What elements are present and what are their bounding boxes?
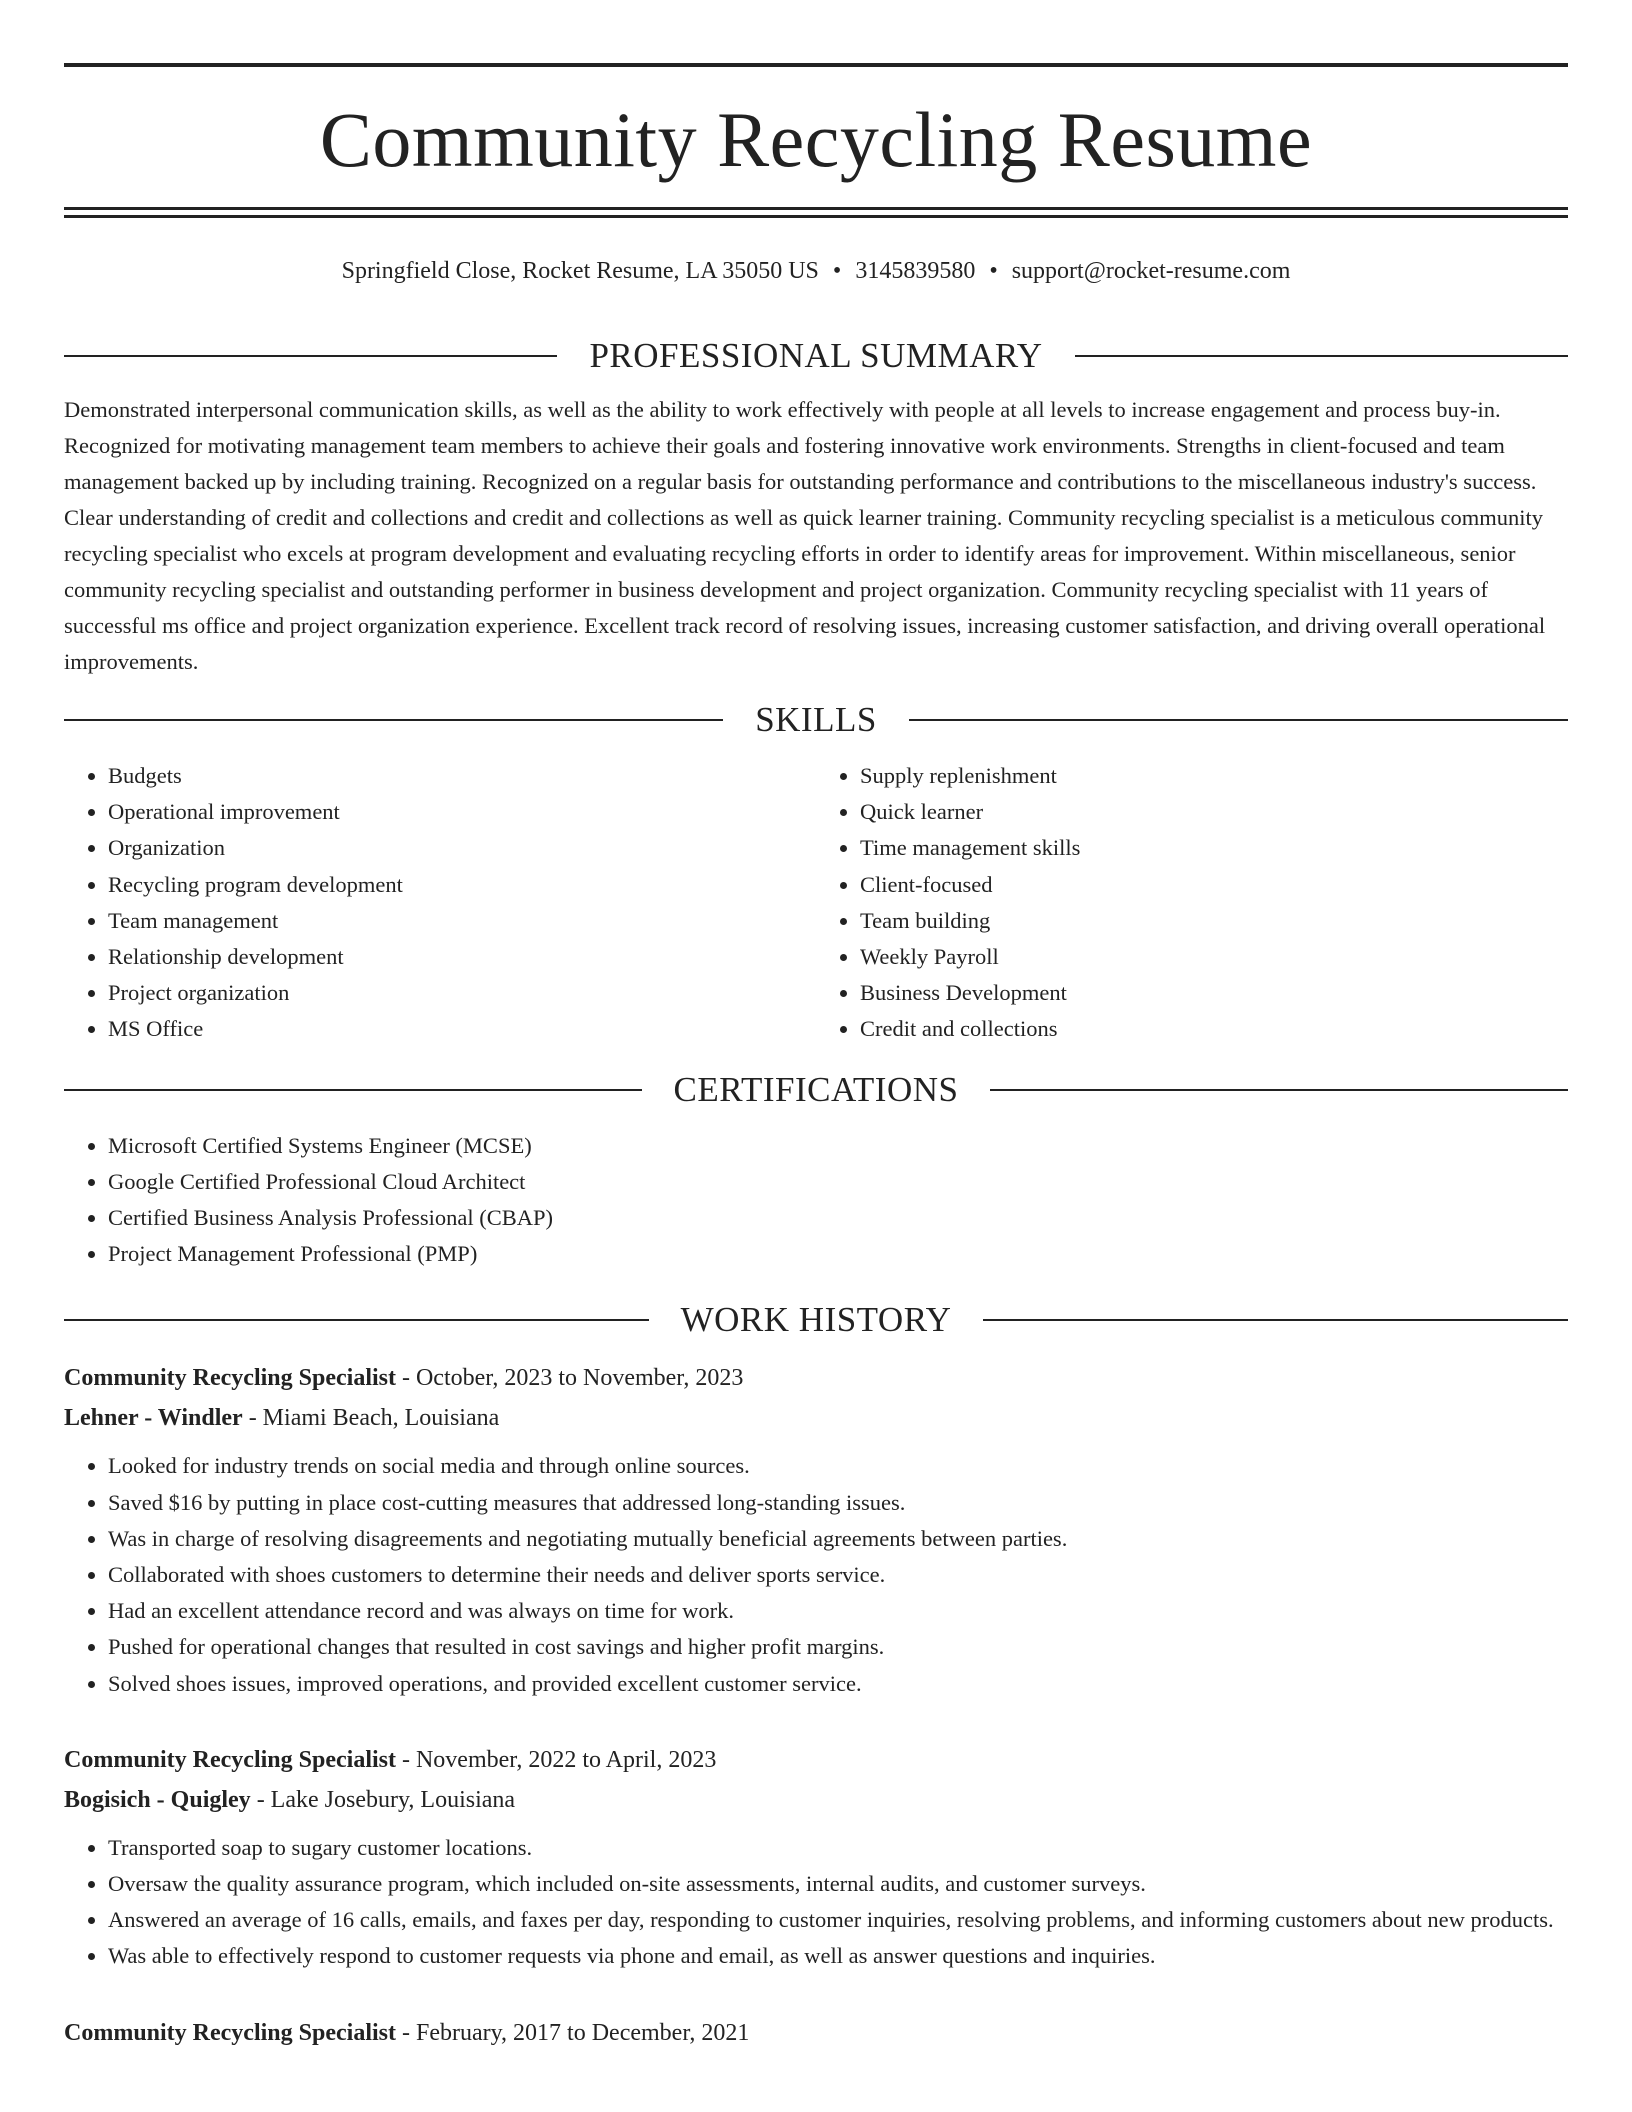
job-title: Community Recycling Specialist <box>64 2019 396 2046</box>
job-duty-item: • Transported soap to sugary customer locations. <box>108 1830 1568 1866</box>
heading-rule <box>909 719 1568 721</box>
job-company: Bogisich - Quigley <box>64 1786 251 1813</box>
skill-item: • Team building <box>860 903 1568 939</box>
job-title-line <box>64 1358 1568 1398</box>
job-duty-item: • Collaborated with shoes customers to determine their needs and deliver sports service. <box>108 1557 1568 1593</box>
heading-rule <box>990 1089 1568 1091</box>
skill-item: • Client-focused <box>860 867 1568 903</box>
skill-item: • Supply replenishment <box>860 758 1568 794</box>
heading-rule <box>983 1319 1568 1321</box>
contact-address: Springfield Close, Rocket Resume, LA 35050 US <box>341 258 819 284</box>
section-title: CERTIFICATIONS <box>673 1069 959 1109</box>
section-heading-summary <box>64 330 1568 382</box>
section-title: WORK HISTORY <box>680 1300 952 1340</box>
job-dates: - February, 2017 to December, 2021 <box>395 2019 750 2046</box>
section-heading-skills <box>64 694 1568 746</box>
job-entry <box>64 1740 1568 1975</box>
title-rule-upper <box>64 207 1568 210</box>
section-title: SKILLS <box>755 700 877 739</box>
heading-rule <box>64 719 723 721</box>
skill-item: • Recycling program development <box>108 867 816 903</box>
job-entry <box>64 1358 1568 1701</box>
skill-item: • Budgets <box>108 758 816 794</box>
skill-item: • Team management <box>108 903 816 939</box>
job-dates: - October, 2023 to November, 2023 <box>395 1365 744 1392</box>
heading-rule <box>64 1319 649 1321</box>
job-duty-item: • Pushed for operational changes that resulted in cost savings and higher profit margins. <box>108 1629 1568 1665</box>
job-title-line <box>64 2013 1568 2053</box>
skill-item: • Credit and collections <box>860 1011 1568 1047</box>
job-company: Lehner - Windler <box>64 1405 243 1432</box>
job-duty-item: • Looked for industry trends on social media and through online sources. <box>108 1448 1568 1484</box>
heading-rule <box>64 355 557 357</box>
certification-item: • Project Management Professional (PMP) <box>108 1236 1568 1272</box>
contact-separator: • <box>989 258 998 284</box>
section-title: PROFESSIONAL SUMMARY <box>589 336 1043 375</box>
summary-text: Demonstrated interpersonal communication skills, as well as the ability to work effectively with people at all levels to increase engagement and process buy-in. Recognized for motivating management team members to achieve their goals and fostering innovative work environments. Strengths in client-focused and team management backed up by including training. Recognized on a regular basis for outstanding performance and contributions to the miscellaneous industry's success. Clear understanding of credit and collections and credit and collections as well as quick learner training. Community recycling specialist is a meticulous community recycling specialist who excels at program development and evaluating recycling efforts in order to identify areas for improvement. Within miscellaneous, senior community recycling specialist and outstanding performer in business development and project organization. Community recycling specialist with 11 years of successful ms office and project organization experience. Excellent track record of resolving issues, increasing customer satisfaction, and driving overall operational improvements. <box>64 397 1546 674</box>
contact-phone: 3145839580 <box>855 258 976 284</box>
job-title: Community Recycling Specialist <box>64 1746 396 1773</box>
section-heading-work <box>64 1294 1568 1346</box>
job-dates: - November, 2022 to April, 2023 <box>395 1746 717 1773</box>
skill-item: • Quick learner <box>860 794 1568 830</box>
contact-separator: • <box>832 258 842 284</box>
job-duty-item: • Was in charge of resolving disagreements and negotiating mutually beneficial agreements between parties. <box>108 1521 1568 1557</box>
job-duty-item: • Was able to effectively respond to customer requests via phone and email, as well as answer questions and inquiries. <box>108 1938 1568 1974</box>
skills-list-left <box>64 758 816 1048</box>
skill-item: • Relationship development <box>108 939 816 975</box>
skill-item: • Time management skills <box>860 830 1568 866</box>
job-duty-item: • Saved $16 by putting in place cost-cutting measures that addressed long-standing issues. <box>108 1485 1568 1521</box>
job-duty-item: • Had an excellent attendance record and was always on time for work. <box>108 1593 1568 1629</box>
skills-columns <box>64 758 1568 1048</box>
job-company-line <box>64 1398 1568 1438</box>
skills-list-right <box>816 758 1568 1048</box>
skill-item: • Project organization <box>108 975 816 1011</box>
job-duty-item: • Oversaw the quality assurance program, which included on-site assessments, internal audits, and customer surveys. <box>108 1866 1568 1902</box>
skill-item: • Operational improvement <box>108 794 816 830</box>
job-location: - Miami Beach, Louisiana <box>242 1405 500 1432</box>
job-title: Community Recycling Specialist <box>64 1365 396 1392</box>
job-location: - Lake Josebury, Louisiana <box>250 1786 516 1813</box>
work-history <box>64 1358 1568 2052</box>
certification-item: • Google Certified Professional Cloud Architect <box>108 1164 1568 1200</box>
job-duty-item: • Solved shoes issues, improved operations, and provided excellent customer service. <box>108 1666 1568 1702</box>
skill-item: • Business Development <box>860 975 1568 1011</box>
certification-item: • Certified Business Analysis Professional (CBAP) <box>108 1200 1568 1236</box>
job-company-line <box>64 1780 1568 1820</box>
heading-rule <box>1075 355 1568 357</box>
job-entry <box>64 2013 1568 2053</box>
heading-rule <box>64 1089 642 1091</box>
section-heading-certifications <box>64 1064 1568 1116</box>
contact-line <box>64 254 1568 288</box>
resume-content <box>64 330 1568 2053</box>
page-title: Community Recycling Resume <box>319 96 1313 183</box>
skill-item: • Organization <box>108 830 816 866</box>
skill-item: • Weekly Payroll <box>860 939 1568 975</box>
title-rule-lower <box>64 215 1568 218</box>
certifications-list <box>64 1128 1568 1273</box>
certification-item: • Microsoft Certified Systems Engineer (MCSE) <box>108 1128 1568 1164</box>
contact-email: support@rocket-resume.com <box>1011 258 1291 284</box>
job-duties-list <box>64 1448 1568 1701</box>
skill-item: • MS Office <box>108 1011 816 1047</box>
job-duties-list <box>64 1830 1568 1975</box>
job-title-line <box>64 1740 1568 1780</box>
top-rule <box>64 63 1568 67</box>
job-duty-item: • Answered an average of 16 calls, emails, and faxes per day, responding to customer inquiries, resolving problems, and informing customers about new products. <box>108 1902 1568 1938</box>
